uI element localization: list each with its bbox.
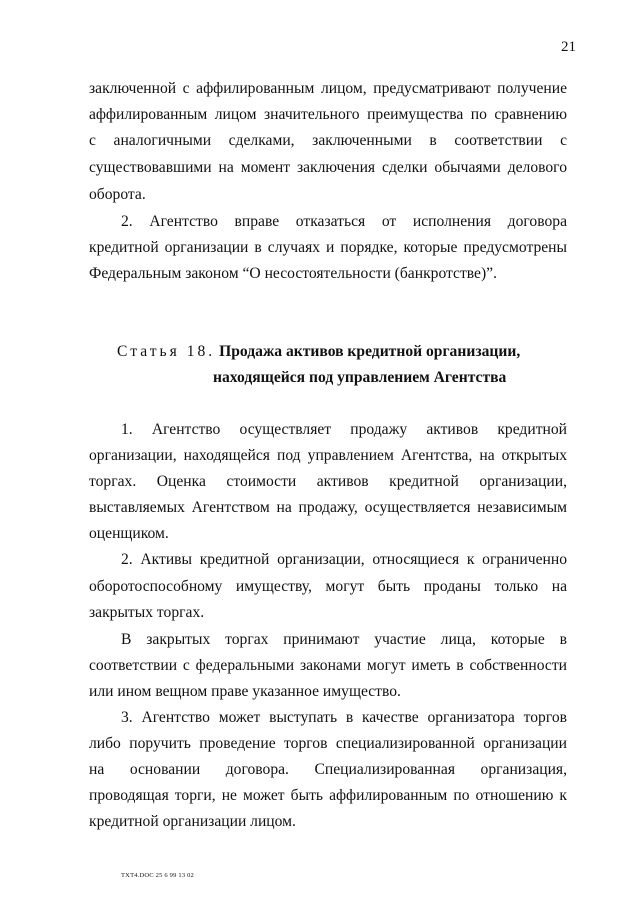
text-line: оборота. (89, 186, 146, 203)
text-line: заключенной с аффилированным лицом, предусматривают получение (89, 80, 567, 97)
text-line: оборотоспособному имуществу, могут быть проданы только на (89, 578, 567, 595)
article-title-line-2: находящейся под управлением Агентства (213, 369, 507, 386)
text-line: кредитной организации в случаях и порядке, которые предусмотрены (89, 239, 567, 256)
text-line: организации, находящейся под управлением Агентства, на открытых (89, 447, 567, 464)
text-line: кредитной организации лицом. (89, 813, 296, 830)
text-line: проводящая торги, не может быть аффилированным по отношению к (89, 787, 567, 804)
page-number: 21 (561, 39, 576, 55)
text-line: В закрытых торгах принимают участие лица, которые в (121, 631, 567, 648)
text-line: с аналогичными сделками, заключенными в соответствии с (89, 132, 567, 149)
text-line: существовавшими на момент заключения сделки обычаями делового (89, 159, 567, 176)
text-line: выставляемых Агентством на продажу, осуществляется независимым (89, 499, 567, 516)
text-line: оценщиком. (89, 525, 169, 542)
text-line: аффилированным лицом значительного преимущества по сравнению (89, 106, 567, 123)
text-line: соответствии с федеральными законами могут иметь в собственности (89, 657, 567, 674)
article-label: Статья 18. (117, 343, 216, 360)
text-line: закрытых торгах. (89, 604, 205, 621)
text-line: или ином вещном праве указанное имущество. (89, 683, 401, 700)
article-title-line-1 (117, 342, 520, 362)
text-line: либо поручить проведение торгов специализированной организации (89, 735, 567, 752)
text-line: 3. Агентство может выступать в качестве организатора торгов (121, 709, 567, 726)
text-line: на основании договора. Специализированная организация, (89, 761, 567, 778)
text-line: торгах. Оценка стоимости активов кредитной организации, (89, 473, 567, 490)
text-line: 2. Агентство вправе отказаться от исполнения договора (121, 213, 567, 230)
text-line: 2. Активы кредитной организации, относящиеся к ограниченно (121, 551, 567, 568)
article-title: Продажа активов кредитной организации, (219, 343, 521, 360)
text-line: 1. Агентство осуществляет продажу активов кредитной (121, 421, 567, 438)
text-line: Федеральным законом “О несостоятельности (банкротстве)”. (89, 265, 497, 282)
footer-file-stamp: TXT4.DOC 25 6 99 13 02 (121, 872, 195, 879)
